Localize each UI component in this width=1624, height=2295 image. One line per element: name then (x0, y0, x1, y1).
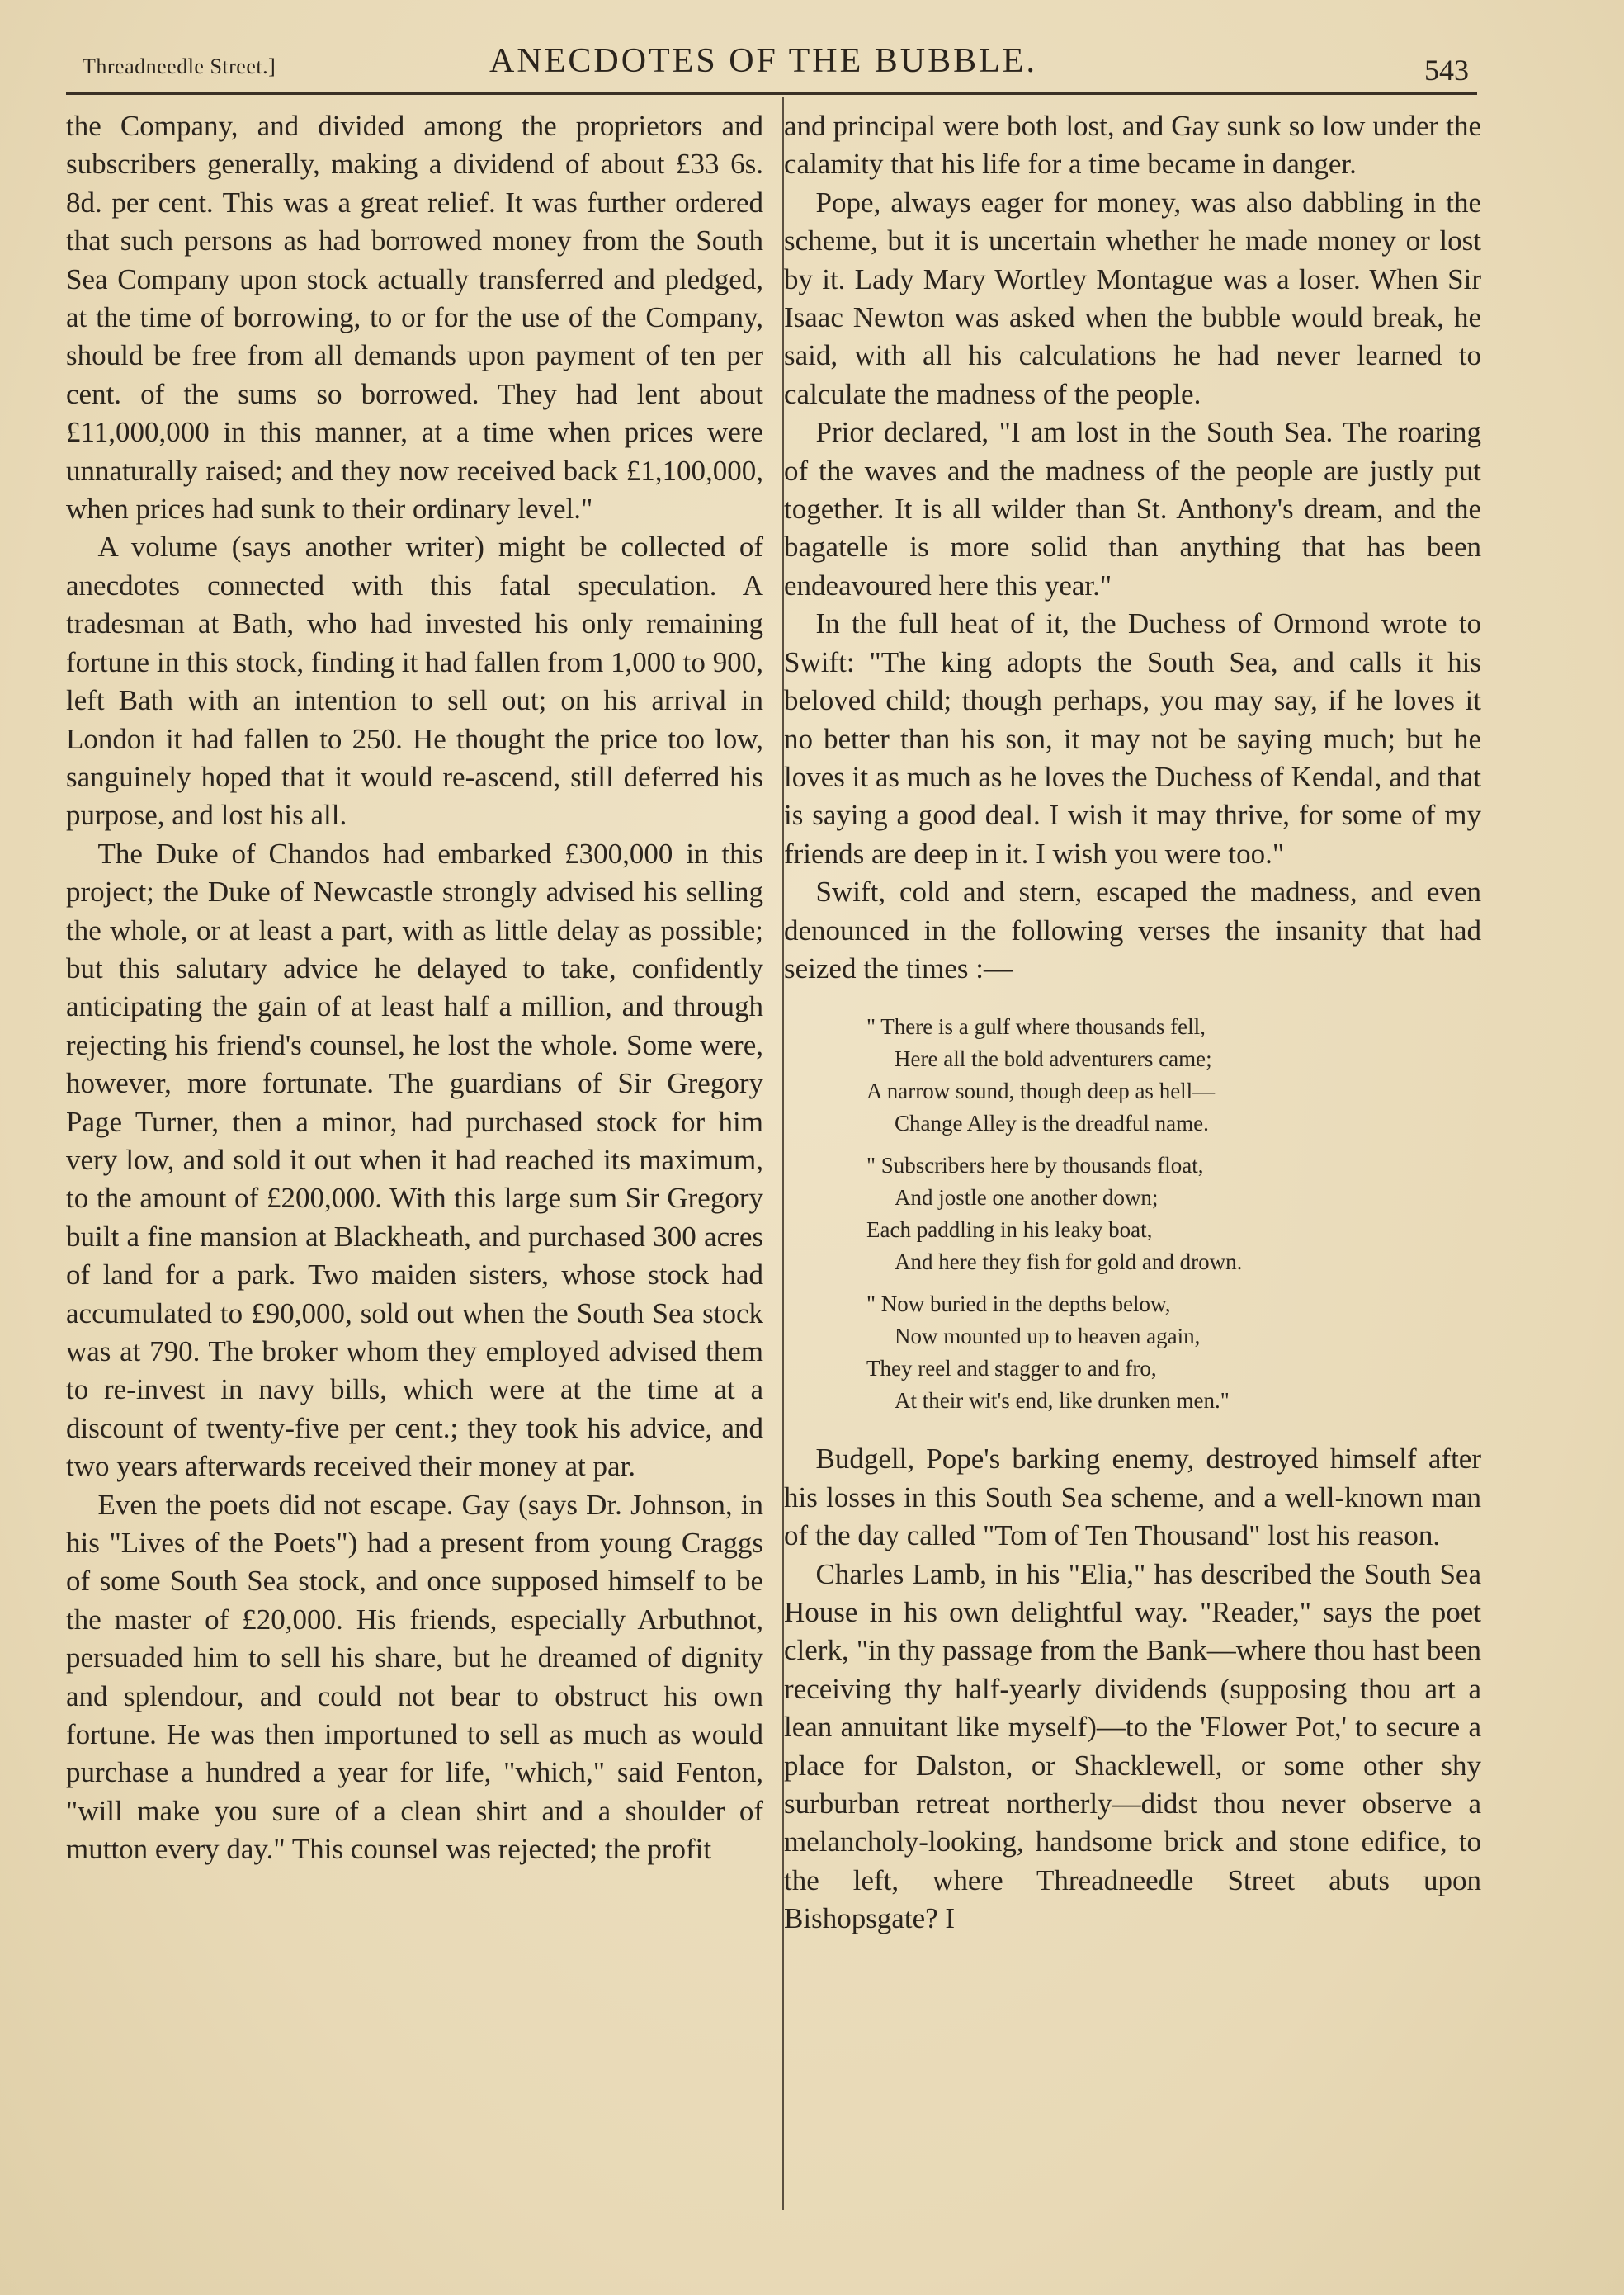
paragraph: Even the poets did not escape. Gay (says Dr. Johnson, in his "Lives of the Poets") had a present from young Craggs of some South Sea stock, and once supposed himself to be the master of £20,000. His friends, especially Arbuthnot, persuaded him to sell his share, but he dreamed of dignity and splendour, and could not bear to obstruct his own fortune. He was then importuned to sell as much as would purchase a hundred a year for life, "which," said Fenton, "will make you sure of a clean shirt and a shoulder of mutton every day." This counsel was rejected; the profit (66, 1488, 763, 1866)
page-title: ANECDOTES OF THE BUBBLE. (489, 42, 1037, 80)
poem-line: Here all the bold adventurers came; (895, 1046, 1212, 1072)
paragraph: Charles Lamb, in his "Elia," has described the South Sea House in his own delightful way. "Reader," says the poet clerk, "in thy passage from the Bank—where thou hast been receiving thy half-yearly dividends (supposing thou art a lean annuitant like myself)—to the 'Flower Pot,' to secure a place for Dalston, or Shacklewell, or some other shy surburban retreat northerly—didst thou never observe a melancholy-looking, handsome brick and stone edifice, to the left, where Threadneedle Street abuts upon Bishopsgate? I (784, 1557, 1481, 1935)
poem-line: They reel and stagger to and fro, (866, 1356, 1157, 1381)
paragraph: Budgell, Pope's barking enemy, destroyed himself after his losses in this South Sea scheme, and a well-known man of the day called "Tom of Ten Thousand" lost his reason. (784, 1443, 1481, 1552)
poem (866, 1011, 1481, 1417)
poem-line: And jostle one another down; (895, 1185, 1159, 1211)
poem-line: At their wit's end, like drunken men." (895, 1388, 1230, 1414)
poem-line: And here they fish for gold and drown. (895, 1249, 1243, 1275)
poem-line: Each paddling in his leaky boat, (866, 1217, 1153, 1243)
page-number: 543 (1424, 54, 1469, 87)
paragraph: the Company, and divided among the proprietors and subscribers generally, making a dividend of about £33 6s. 8d. per cent. This was a great relief. It was further ordered that such persons as had borrowed money from the South Sea Company upon stock actually transferred and pledged, at the time of borrowing, to or for the use of the Company, should be free from all demands upon payment of ten per cent. of the sums so borrowed. They had lent about £11,000,000 in this manner, at a time when prices were unnaturally raised; and they now received back £1,100,000, when prices had sunk to their ordinary level." (66, 110, 763, 526)
paragraph: Swift, cold and stern, escaped the madness, and even denounced in the following verses the insanity that had seized the times :— (784, 876, 1481, 985)
header-rule (66, 92, 1477, 95)
paragraph: Pope, always eager for money, was also dabbling in the scheme, but it is uncertain whether he made money or lost by it. Lady Mary Wortley Montague was a loser. When Sir Isaac Newton was asked when the bubble would break, he said, with all his calculations he had never learned to calculate the madness of the people. (784, 186, 1481, 410)
paragraph: Prior declared, "I am lost in the South Sea. The roaring of the waves and the madness of the people are justly put together. It is all wilder than St. Anthony's dream, and the bagatelle is more solid than anything that has been endeavoured here this year." (784, 416, 1481, 602)
poem-stanza (866, 1288, 1481, 1417)
left-column (66, 107, 763, 1869)
page-header (50, 35, 1477, 92)
poem-line: Change Alley is the dreadful name. (895, 1111, 1209, 1136)
poem-stanza (866, 1150, 1481, 1278)
poem-line: A narrow sound, though deep as hell— (866, 1079, 1216, 1104)
paragraph: and principal were both lost, and Gay sunk so low under the calamity that his life for a time became in danger. (784, 110, 1481, 181)
running-head-left: Threadneedle Street.] (83, 54, 276, 78)
poem-stanza (866, 1011, 1481, 1140)
poem-line: " There is a gulf where thousands fell, (866, 1014, 1206, 1040)
poem-line: " Now buried in the depths below, (866, 1292, 1171, 1317)
poem-line: Now mounted up to heaven again, (895, 1324, 1201, 1349)
paragraph: A volume (says another writer) might be collected of anecdotes connected with this fatal speculation. A tradesman at Bath, who had invested his only remaining fortune in this stock, finding it had fallen from 1,000 to 900, left Bath with an intention to sell out; on his arrival in London it had fallen to 250. He thought the price too low, sanguinely hoped that it would re-ascend, still deferred his purpose, and lost his all. (66, 531, 763, 832)
paragraph: In the full heat of it, the Duchess of Ormond wrote to Swift: "The king adopts the South Sea, and calls it his beloved child; though perhaps, you may say, if he loves it no better than his son, it may not be saying much; but he loves it as much as he loves the Duchess of Kendal, and that is saying a good deal. I wish it may thrive, for some of my friends are deep in it. I wish you were too." (784, 607, 1481, 870)
right-column (784, 107, 1481, 1938)
paragraph: The Duke of Chandos had embarked £300,000 in this project; the Duke of Newcastle strongly advised his selling the whole, or at least a part, with as little delay as possible; but this salutary advice he delayed to take, confidently anticipating the gain of at least half a million, and through rejecting his friend's counsel, he lost the whole. Some were, however, more fortunate. The guardians of Sir Gregory Page Turner, then a minor, had purchased stock for him very low, and sold it out when it had reached its maximum, to the amount of £200,000. With this large sum Sir Gregory built a fine mansion at Blackheath, and purchased 300 acres of land for a park. Two maiden sisters, whose stock had accumulated to £90,000, sold out when the South Sea stock was at 790. The broker whom they employed advised them to re-invest in navy bills, which were at the time at a discount of twenty-five per cent.; they took his advice, and two years afterwards received their money at par. (66, 837, 763, 1483)
poem-line: " Subscribers here by thousands float, (866, 1153, 1204, 1178)
